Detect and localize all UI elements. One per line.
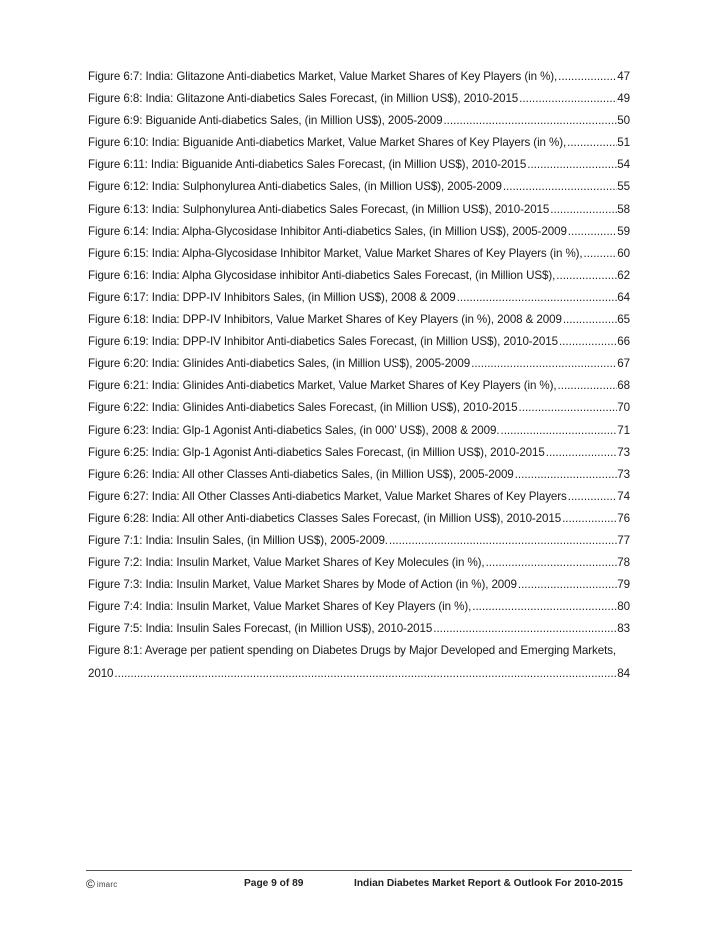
dot-leader	[562, 309, 617, 331]
dot-leader	[583, 243, 618, 265]
toc-entry-title: Figure 6:7: India: Glitazone Anti-diabetics Market, Value Market Shares of Key Players (in %),	[88, 70, 558, 83]
toc-entry-title: 2010	[88, 666, 114, 680]
toc-entry-title: Figure 6:11: India: Biguanide Anti-diabetics Sales Forecast, (in Million US$), 2010-2015	[88, 158, 527, 172]
dot-leader	[549, 199, 617, 221]
dot-leader	[442, 110, 617, 132]
footer-divider	[86, 870, 632, 871]
dot-leader	[456, 287, 618, 309]
dot-leader	[499, 420, 617, 442]
imarc-logo	[86, 877, 117, 891]
dot-leader	[557, 375, 618, 397]
toc-entry-page: 70	[617, 401, 630, 415]
toc-entry-page: 78	[617, 556, 630, 570]
dot-leader	[502, 176, 617, 198]
toc-entry-title: Figure 6:14: India: Alpha-Glycosidase Inhibitor Anti-diabetics Sales, (in Million US$), 2005-2009	[88, 224, 567, 238]
toc-entry[interactable]	[88, 442, 630, 464]
toc-entry-title: Figure 6:8: India: Glitazone Anti-diabetics Sales Forecast, (in Million US$), 2010-2015	[88, 92, 519, 106]
toc-entry-page: 54	[617, 158, 630, 172]
toc-entry-page: 80	[617, 600, 630, 614]
toc-entry-title: Figure 6:13: India: Sulphonylurea Anti-diabetics Sales Forecast, (in Million US$), 2010-2015	[88, 202, 550, 216]
toc-entry[interactable]	[88, 243, 630, 265]
toc-entry[interactable]	[88, 154, 630, 176]
toc-entry[interactable]	[88, 66, 630, 88]
toc-entry-line2[interactable]	[88, 663, 630, 685]
toc-entry-title: Figure 6:27: India: All Other Classes Anti-diabetics Market, Value Market Shares of Key Players	[88, 489, 567, 503]
toc-entry-page: 83	[617, 622, 630, 636]
toc-entry-page: 66	[617, 335, 630, 349]
toc-entry-title: Figure 6:17: India: DPP-IV Inhibitors Sales, (in Million US$), 2008 & 2009	[88, 290, 456, 304]
toc-entry-page: 74	[617, 489, 630, 503]
dot-leader	[113, 663, 617, 685]
toc-entry-title: Figure 7:4: India: Insulin Market, Value Market Shares of Key Players (in %),	[88, 600, 472, 614]
dot-leader	[471, 596, 617, 618]
toc-entry[interactable]	[88, 530, 630, 552]
dot-leader	[545, 442, 618, 464]
toc-entry-page: 76	[617, 511, 630, 525]
toc-entry[interactable]	[88, 420, 630, 442]
toc-entry[interactable]	[88, 221, 630, 243]
dot-leader	[526, 154, 617, 176]
toc-entry[interactable]	[88, 375, 630, 397]
toc-entry-title: Figure 6:22: India: Glinides Anti-diabetics Sales Forecast, (in Million US$), 2010-2015	[88, 401, 518, 415]
toc-entry-title: Figure 6:21: India: Glinides Anti-diabetics Market, Value Market Shares of Key Players (in %),	[88, 379, 557, 393]
toc-entry-page: 49	[617, 92, 630, 106]
toc-entry[interactable]	[88, 331, 630, 353]
dot-leader	[555, 265, 617, 287]
toc-entry[interactable]	[88, 618, 630, 640]
toc-entry-page: 62	[617, 268, 630, 282]
dot-leader	[518, 397, 618, 419]
toc-entry[interactable]	[88, 397, 630, 419]
toc-entry-title: Figure 6:16: India: Alpha Glycosidase inhibitor Anti-diabetics Sales Forecast, (in Million US$),	[88, 268, 556, 282]
dot-leader	[432, 618, 617, 640]
toc-entry[interactable]	[88, 287, 630, 309]
toc-entry-page: 68	[617, 379, 630, 393]
toc-entry[interactable]	[88, 574, 630, 596]
toc-entry-title: Figure 6:18: India: DPP-IV Inhibitors, Value Market Shares of Key Players (in %), 2008 & 2009	[88, 313, 562, 327]
toc-entry[interactable]	[88, 110, 630, 132]
toc-entry-title: Figure 6:20: India: Glinides Anti-diabetics Sales, (in Million US$), 2005-2009	[88, 357, 471, 371]
toc-entry-page: 64	[617, 290, 630, 304]
toc-entry[interactable]	[88, 596, 630, 618]
toc-entry-page: 79	[617, 578, 630, 592]
toc-entry-page: 55	[617, 180, 630, 194]
toc-entry-title: Figure 6:10: India: Biguanide Anti-diabetics Market, Value Market Shares of Key Players (in %),	[88, 136, 567, 150]
page-footer	[86, 877, 632, 895]
dot-leader	[567, 221, 618, 243]
toc-entry-page: 65	[617, 313, 630, 327]
toc-entry-title: Figure 6:15: India: Alpha-Glycosidase Inhibitor Market, Value Market Shares of Key Players (in %),	[88, 246, 583, 260]
toc-entry[interactable]	[88, 132, 630, 154]
toc-entry[interactable]	[88, 88, 630, 110]
table-of-figures	[88, 66, 630, 685]
toc-entry-title: Figure 6:23: India: Glp-1 Agonist Anti-diabetics Sales, (in 000’ US$), 2008 & 2009.	[88, 423, 500, 437]
toc-entry-title: Figure 7:3: India: Insulin Market, Value Market Shares by Mode of Action (in %), 2009	[88, 578, 517, 592]
toc-entry-page: 84	[617, 666, 630, 680]
page-number: Page 9 of 89	[244, 878, 304, 889]
dot-leader	[517, 574, 617, 596]
toc-entry-title: Figure 7:2: India: Insulin Market, Value Market Shares of Key Molecules (in %),	[88, 556, 485, 570]
toc-entry-title: Figure 6:25: India: Glp-1 Agonist Anti-diabetics Sales Forecast, (in Million US$), 2010-2015	[88, 445, 545, 459]
toc-entry-title: Figure 6:28: India: All other Anti-diabetics Classes Sales Forecast, (in Million US$), 2010-2015	[88, 511, 562, 525]
toc-entry[interactable]	[88, 552, 630, 574]
toc-entry-page: 59	[617, 224, 630, 238]
toc-entry-page: 67	[617, 357, 630, 371]
toc-entry-page: 58	[617, 202, 630, 216]
toc-entry-line1[interactable]: Figure 8:1: Average per patient spending on Diabetes Drugs by Major Developed and Emerging Markets,	[88, 644, 617, 658]
toc-entry-title: Figure 6:9: Biguanide Anti-diabetics Sales, (in Million US$), 2005-2009	[88, 114, 443, 128]
toc-entry[interactable]	[88, 353, 630, 375]
dot-leader	[557, 66, 617, 88]
toc-entry-page: 77	[617, 533, 630, 547]
toc-entry[interactable]	[88, 199, 630, 221]
toc-entry[interactable]	[88, 508, 630, 530]
toc-entry[interactable]	[88, 464, 630, 486]
dot-leader	[514, 464, 618, 486]
report-title: Indian Diabetes Market Report & Outlook For 2010-2015	[354, 878, 623, 889]
copyright-icon: ©	[86, 877, 95, 891]
dot-leader	[518, 88, 617, 110]
toc-entry-page: 50	[617, 114, 630, 128]
toc-entry-title: Figure 6:12: India: Sulphonylurea Anti-diabetics Sales, (in Million US$), 2005-2009	[88, 180, 502, 194]
toc-entry-title: Figure 7:1: India: Insulin Sales, (in Million US$), 2005-2009.	[88, 533, 388, 547]
dot-leader	[485, 552, 618, 574]
toc-entry[interactable]	[88, 176, 630, 198]
toc-entry-page: 60	[617, 246, 630, 260]
toc-entry[interactable]	[88, 486, 630, 508]
toc-entry-title: Figure 6:19: India: DPP-IV Inhibitor Anti-diabetics Sales Forecast, (in Million US$), 2010-2015	[88, 335, 558, 349]
toc-entry-page: 47	[617, 70, 630, 83]
dot-leader	[566, 132, 617, 154]
toc-entry-title: Figure 6:26: India: All other Classes Anti-diabetics Sales, (in Million US$), 2005-2009	[88, 467, 514, 481]
brand-name: imarc	[96, 879, 118, 889]
toc-entry[interactable]	[88, 265, 630, 287]
toc-entry-page: 73	[617, 445, 630, 459]
dot-leader	[567, 486, 618, 508]
dot-leader	[558, 331, 617, 353]
dot-leader	[388, 530, 617, 552]
toc-entry-page: 73	[617, 467, 630, 481]
toc-entry-page: 71	[617, 423, 630, 437]
toc-entry[interactable]	[88, 309, 630, 331]
dot-leader	[470, 353, 617, 375]
toc-entry-title: Figure 7:5: India: Insulin Sales Forecast, (in Million US$), 2010-2015	[88, 622, 433, 636]
dot-leader	[561, 508, 617, 530]
toc-entry-page: 51	[617, 136, 630, 150]
